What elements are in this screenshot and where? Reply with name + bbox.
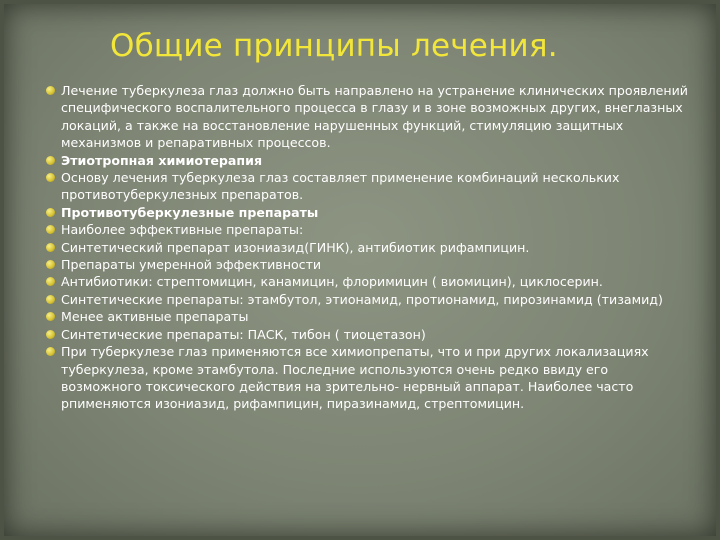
bullet-dot-icon: [46, 243, 55, 252]
bullet-text: При туберкулезе глаз применяются все химиопрепаты, что и при других локализациях туберкулеза, кроме этамбутола. Последние используются очень редко ввиду его возможного токсического действия на зрительно- нервный аппарат. Наиболее часто рпименяются изониазид, рифампицин, пиразинамид, стрептомицин.: [61, 344, 649, 412]
bullet-text: Наиболее эффективные препараты:: [61, 222, 304, 238]
bullet-text: Антибиотики: стрептомицин, канамицин, флоримицин ( виомицин), циклосерин.: [61, 274, 603, 290]
slide-title: Общие принципы лечения.: [110, 28, 558, 64]
bullet-item: [44, 221, 689, 238]
bullet-dot-icon: [46, 208, 55, 217]
bullet-text: Основу лечения туберкулеза глаз составляет применение комбинаций нескольких противотуберкулезных препаратов.: [61, 170, 620, 203]
bullet-text: Лечение туберкулеза глаз должно быть направлено на устранение клинических проявлений специфического воспалительного процесса в глазу и в зоне возможных других, внеглазных локаций, а также на восстановление нарушенных функций, стимуляцию защитных механизмов и репаративных процессов.: [61, 83, 688, 151]
bullet-text: Менее активные препараты: [61, 309, 249, 325]
bullet-dot-icon: [46, 225, 55, 234]
bullet-dot-icon: [46, 173, 55, 182]
bullet-text: Этиотропная химиотерапия: [61, 152, 263, 168]
bullet-dot-icon: [46, 156, 55, 165]
bullet-text: Синтетические препараты: этамбутол, этионамид, протионамид, пирозинамид (тизамид): [61, 291, 663, 307]
bullet-item: [44, 343, 689, 413]
bullet-item: [44, 308, 689, 325]
bullet-item: [44, 239, 689, 256]
bullet-dot-icon: [46, 295, 55, 304]
bullet-item: [44, 326, 689, 343]
bullet-text: Синтетический препарат изониазид(ГИНК), антибиотик рифампицин.: [61, 239, 530, 255]
bullet-item: [44, 256, 689, 273]
bullet-list: [44, 82, 689, 413]
bullet-item: [44, 273, 689, 290]
bullet-dot-icon: [46, 312, 55, 321]
bullet-text: Препараты умеренной эффективности: [61, 257, 322, 273]
bullet-dot-icon: [46, 347, 55, 356]
bullet-text: Синтетические препараты: ПАСК, тибон ( тиоцетазон): [61, 326, 426, 342]
bullet-dot-icon: [46, 330, 55, 339]
bullet-dot-icon: [46, 260, 55, 269]
bullet-item: [44, 169, 689, 204]
bullet-item: [44, 82, 689, 152]
bullet-text: Противотуберкулезные препараты: [61, 204, 319, 220]
bullet-item: [44, 291, 689, 308]
bullet-dot-icon: [46, 277, 55, 286]
bullet-dot-icon: [46, 86, 55, 95]
bullet-item: [44, 204, 689, 221]
bullet-item: [44, 152, 689, 169]
